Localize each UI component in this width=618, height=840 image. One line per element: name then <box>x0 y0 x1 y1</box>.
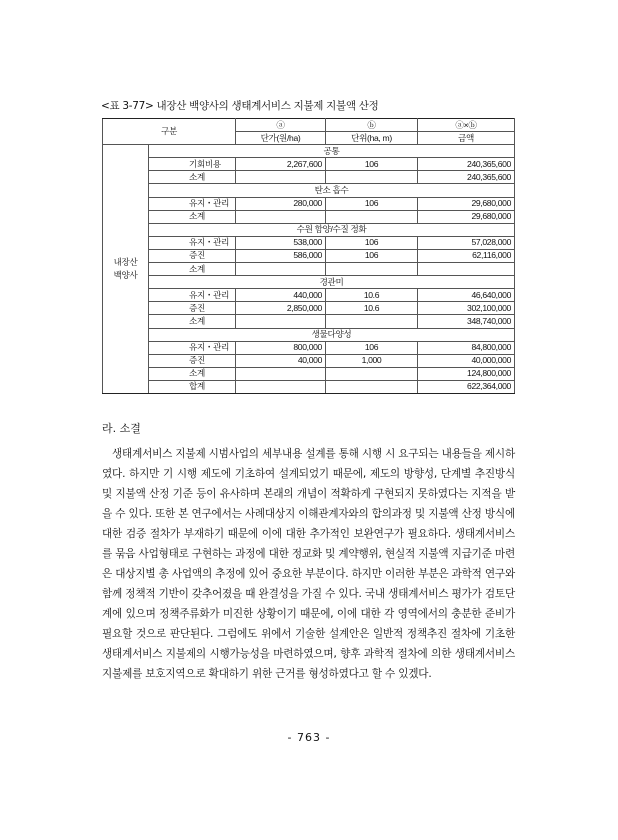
page-number: - 763 - <box>287 731 331 744</box>
row-unit-price <box>236 263 326 276</box>
table-row <box>103 367 515 380</box>
row-item: 증진 <box>149 302 236 315</box>
header-group: 구분 <box>103 119 236 145</box>
header-amount: 금액 <box>418 132 515 145</box>
table-row <box>103 302 515 315</box>
table-row <box>103 210 515 223</box>
row-unit: 10.6 <box>326 302 418 315</box>
row-amount: 302,100,000 <box>418 302 515 315</box>
row-item: 유지・관리 <box>149 236 236 249</box>
row-unit-price <box>236 367 326 380</box>
row-unit: 106 <box>326 158 418 171</box>
row-amount: 29,680,000 <box>418 210 515 223</box>
row-item: 유지・관리 <box>149 289 236 302</box>
table-row <box>103 380 515 393</box>
row-unit-price: 2,850,000 <box>236 302 326 315</box>
row-amount: 46,640,000 <box>418 289 515 302</box>
row-unit <box>326 315 418 328</box>
row-item: 소계 <box>149 263 236 276</box>
row-amount: 62,116,000 <box>418 249 515 262</box>
row-unit: 106 <box>326 236 418 249</box>
table-row <box>103 315 515 328</box>
header-b-mark: ⓑ <box>326 119 418 132</box>
row-amount <box>418 263 515 276</box>
row-item: 유지・관리 <box>149 341 236 354</box>
row-item: 소계 <box>149 367 236 380</box>
table-row <box>103 263 515 276</box>
row-unit-price: 280,000 <box>236 197 326 210</box>
section-title: 경관미 <box>149 276 515 289</box>
row-amount: 84,800,000 <box>418 341 515 354</box>
table-row <box>103 341 515 354</box>
row-amount: 240,365,600 <box>418 171 515 184</box>
row-item: 소계 <box>149 315 236 328</box>
table-row <box>103 354 515 367</box>
section-heading: 라. 소결 <box>102 422 141 435</box>
row-unit-price: 2,267,600 <box>236 158 326 171</box>
table-row <box>103 197 515 210</box>
payment-table <box>102 118 515 394</box>
row-amount: 348,740,000 <box>418 315 515 328</box>
row-amount: 57,028,000 <box>418 236 515 249</box>
body-paragraph <box>102 444 515 684</box>
row-unit <box>326 263 418 276</box>
row-item: 기회비용 <box>149 158 236 171</box>
row-item: 소계 <box>149 210 236 223</box>
row-unit-price <box>236 315 326 328</box>
section-title: 수원 함양/수질 정화 <box>149 223 515 236</box>
row-unit-price: 440,000 <box>236 289 326 302</box>
row-item: 증진 <box>149 249 236 262</box>
row-unit-price <box>236 210 326 223</box>
header-ab-mark: ⓐ×ⓑ <box>418 119 515 132</box>
table-row <box>103 249 515 262</box>
row-item: 증진 <box>149 354 236 367</box>
section-title: 공통 <box>149 145 515 158</box>
row-unit-price: 800,000 <box>236 341 326 354</box>
section-title: 탄소 흡수 <box>149 184 515 197</box>
row-amount: 124,800,000 <box>418 367 515 380</box>
row-item: 유지・관리 <box>149 197 236 210</box>
row-unit <box>326 380 418 393</box>
row-amount: 240,365,600 <box>418 158 515 171</box>
row-unit <box>326 367 418 380</box>
header-unit-price: 단가(원/ha) <box>236 132 326 145</box>
row-unit-price: 538,000 <box>236 236 326 249</box>
table-row <box>103 289 515 302</box>
row-unit-price: 40,000 <box>236 354 326 367</box>
row-unit-price: 586,000 <box>236 249 326 262</box>
table-row <box>103 171 515 184</box>
table-row <box>103 158 515 171</box>
header-unit: 단위(ha, m) <box>326 132 418 145</box>
section-title: 생물다양성 <box>149 328 515 341</box>
row-unit <box>326 171 418 184</box>
row-amount: 40,000,000 <box>418 354 515 367</box>
row-unit-price <box>236 380 326 393</box>
site-name: 내장산 백양사 <box>103 145 149 394</box>
table-row <box>103 236 515 249</box>
row-unit: 10.6 <box>326 289 418 302</box>
row-unit-price <box>236 171 326 184</box>
header-a-mark: ⓐ <box>236 119 326 132</box>
row-unit: 106 <box>326 197 418 210</box>
row-amount: 29,680,000 <box>418 197 515 210</box>
row-unit: 1,000 <box>326 354 418 367</box>
row-item: 합계 <box>149 380 236 393</box>
table-caption: <표 3-77> 내장산 백양사의 생태계서비스 지불제 지불액 산정 <box>101 100 379 112</box>
row-unit <box>326 210 418 223</box>
row-amount: 622,364,000 <box>418 380 515 393</box>
paragraph-text: 생태계서비스 지불제 시범사업의 세부내용 설계를 통해 시행 시 요구되는 내용들을 제시하였다. 하지만 기 시행 제도에 기초하여 설계되었기 때문에, 제도의 방향성, 단계별 추진방식 및 지불액 산정 기준 등이 유사하며 본래의 개념이 적확하게 구현되지 못하였다는 지적을 받을 수 있다. 또한 본 연구에서는 사례대상지 이해관계자와의 합의과정 및 지불액 산정 방식에 대한 검증 절차가 부재하기 때문에 이에 대한 추가적인 보완연구가 필요하다. 생태계서비스를 묶음 사업형태로 구현하는 과정에 대한 정교화 및 계약행위, 현실적 지불액 지급기준 마련은 대상지별 총 사업액의 추정에 있어 중요한 부분이다. 하지만 이러한 부분은 과학적 연구와 함께 정책적 기반이 갖추어졌을 때 완결성을 가질 수 있다. 국내 생태계서비스 평가가 검토단계에 있으며 정책주류화가 미진한 상황이기 때문에, 이에 대한 각 영역에서의 충분한 준비가 필요할 것으로 판단된다. 그럼에도 위에서 기술한 설계안은 일반적 정책추진 절차에 기초한 생태계서비스 지불제의 시행가능성을 마련하였으며, 향후 과학적 절차에 의한 생태계서비스 지불제를 보호지역으로 확대하기 위한 근거를 형성하였다고 할 수 있겠다. <box>102 448 515 680</box>
row-unit: 106 <box>326 341 418 354</box>
row-unit: 106 <box>326 249 418 262</box>
row-item: 소계 <box>149 171 236 184</box>
